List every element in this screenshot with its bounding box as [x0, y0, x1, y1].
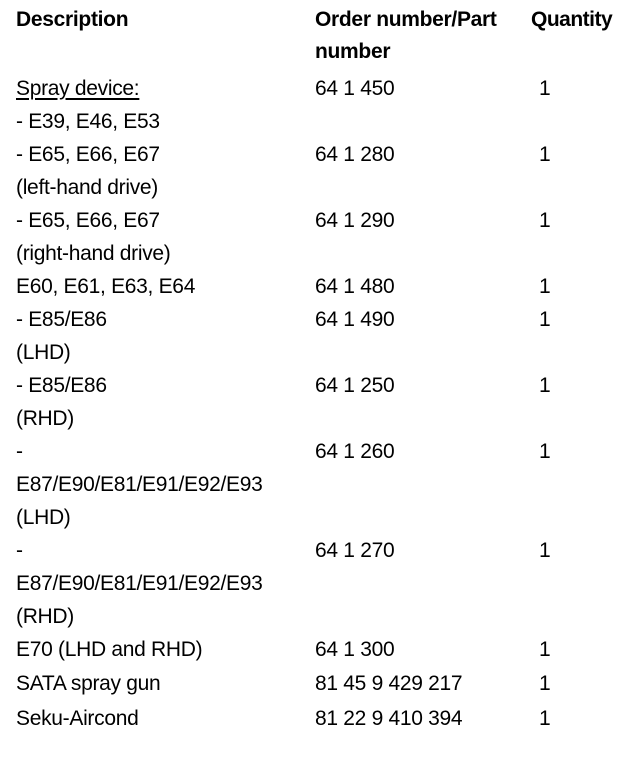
description-line: -	[16, 539, 23, 562]
order-number-cell: 64 1 490	[315, 308, 395, 331]
quantity-cell: 1	[539, 638, 551, 661]
quantity-cell	[525, 105, 635, 138]
description-cell: Seku-Aircond	[16, 707, 139, 730]
description-line: (right-hand drive)	[16, 242, 171, 265]
quantity-cell: 1	[539, 374, 551, 397]
quantity-cell: 1	[539, 707, 551, 730]
description-cell	[10, 204, 309, 270]
description-line: E87/E90/E81/E91/E92/E93	[16, 473, 263, 496]
order-number-cell: 64 1 260	[315, 440, 395, 463]
quantity-cell: 1	[539, 77, 551, 100]
quantity-cell: 1	[539, 209, 551, 232]
description-line: - E85/E86	[16, 308, 107, 331]
description-cell	[10, 68, 309, 105]
header-quantity	[525, 4, 635, 68]
table-row	[10, 633, 635, 666]
description-cell: E70 (LHD and RHD)	[16, 638, 203, 661]
table-row	[10, 204, 635, 270]
header-description: Description	[16, 8, 129, 31]
quantity-cell: 1	[539, 308, 551, 331]
order-number-cell: 81 45 9 429 217	[315, 672, 463, 695]
description-cell	[10, 435, 309, 534]
spray-device-label: Spray device:	[16, 77, 140, 100]
order-number-cell: 64 1 300	[315, 638, 395, 661]
table-row	[10, 666, 635, 702]
table-row	[10, 369, 635, 435]
description-cell: - E39, E46, E53	[16, 110, 160, 133]
quantity-cell: 1	[539, 275, 551, 298]
order-number-cell: 64 1 280	[315, 143, 395, 166]
description-cell	[10, 303, 309, 369]
quantity-cell: 1	[539, 143, 551, 166]
table-row	[10, 435, 635, 534]
description-line: - E65, E66, E67	[16, 209, 160, 232]
order-number-cell: 64 1 270	[315, 539, 395, 562]
description-line: (RHD)	[16, 407, 74, 430]
description-line: -	[16, 440, 23, 463]
order-number-cell: 64 1 290	[315, 209, 395, 232]
table-row	[10, 138, 635, 204]
table-row	[10, 303, 635, 369]
description-line: (RHD)	[16, 605, 74, 628]
table-row	[10, 534, 635, 633]
description-cell	[10, 534, 309, 633]
description-cell	[10, 138, 309, 204]
parts-table	[10, 4, 635, 736]
description-cell	[10, 369, 309, 435]
description-cell: SATA spray gun	[16, 672, 161, 695]
order-number-cell	[309, 105, 525, 138]
quantity-cell: 1	[539, 440, 551, 463]
order-number-cell: 81 22 9 410 394	[315, 707, 463, 730]
description-line: - E85/E86	[16, 374, 107, 397]
description-line: (LHD)	[16, 506, 71, 529]
header-order-number: Order number/Part number	[315, 8, 497, 63]
description-line: E87/E90/E81/E91/E92/E93	[16, 572, 263, 595]
order-number-cell: 64 1 450	[315, 77, 395, 100]
quantity-cell: 1	[539, 672, 551, 695]
description-cell: E60, E61, E63, E64	[16, 275, 196, 298]
table-row	[10, 702, 635, 736]
table-row	[10, 270, 635, 303]
description-line: (left-hand drive)	[16, 176, 158, 199]
order-number-cell: 64 1 250	[315, 374, 395, 397]
order-number-cell: 64 1 480	[315, 275, 395, 298]
quantity-cell: 1	[539, 539, 551, 562]
table-row	[10, 68, 635, 105]
description-line: (LHD)	[16, 341, 71, 364]
description-line: - E65, E66, E67	[16, 143, 160, 166]
table-header-row	[10, 4, 635, 68]
table-row	[10, 105, 635, 138]
header-quantity-label: Quantity	[531, 8, 613, 31]
